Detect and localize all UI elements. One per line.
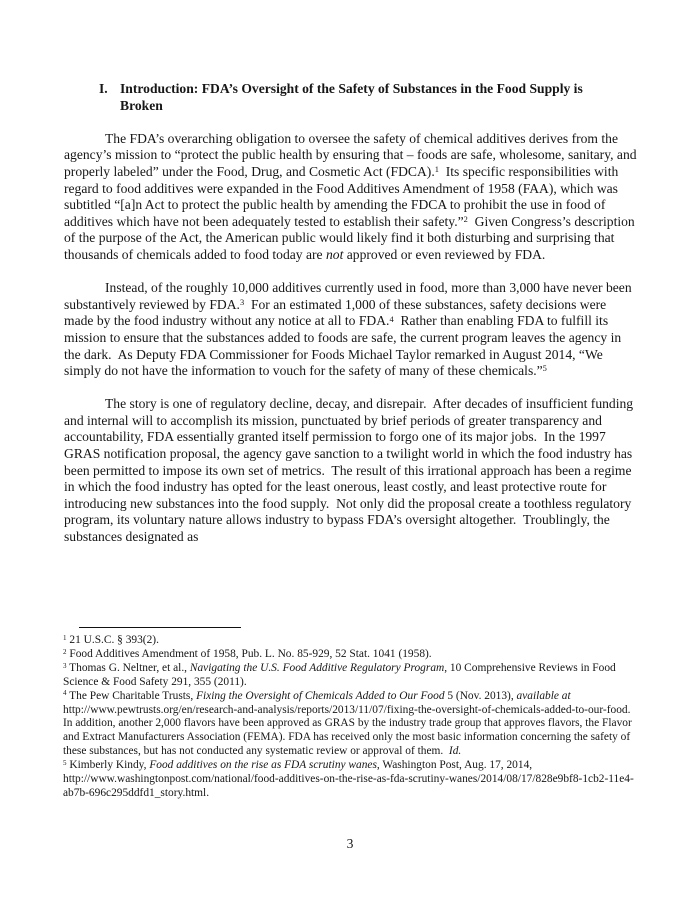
footnote-separator bbox=[79, 627, 241, 628]
section-number: I. bbox=[99, 81, 108, 96]
footnote-text: Kimberly Kindy, Food additives on the rise as FDA scrutiny wanes, Washington Post, Aug. 17, 2014, http://www.washingtonpost.com/national/food-additives-on-the-rise-as-fda-scrutiny-wanes/2014/08/17/828e9bf8-1cb2-11e4-ab7b-696c295ddfd1_story.html. bbox=[63, 759, 634, 799]
footnote-4 bbox=[63, 690, 639, 760]
page-number: 3 bbox=[346, 836, 354, 851]
footnote-text: Thomas G. Neltner, et al., Navigating the U.S. Food Additive Regulatory Program, 10 Comprehensive Reviews in Food Science & Food Safety 291, 355 (2011). bbox=[63, 661, 619, 688]
paragraph-3: The story is one of regulatory decline, decay, and disrepair. After decades of insufficient funding and internal will to accomplish its mission, punctuated by brief periods of greater transparency and accountability, FDA essentially granted itself permission to forgo one of its major jobs. In the 1997 GRAS notification proposal, the agency gave sanction to a twilight world in which the food industry has been permitted to impose its own set of metrics. The result of this irrational approach has been a regime in which the food industry has opted for the least onerous, least costly, and least protective route for introducing new substances into the food supply. Not only did the proposal create a toothless regulatory program, its voluntary nature allows industry to bypass FDA’s oversight altogether. Troublingly, the substances designated as bbox=[64, 396, 637, 545]
section-heading bbox=[64, 81, 584, 114]
footnote-2 bbox=[63, 648, 639, 662]
section-title: Introduction: FDA’s Oversight of the Safety of Substances in the Food Supply is Broken bbox=[120, 81, 583, 113]
footnote-text: The Pew Charitable Trusts, Fixing the Oversight of Chemicals Added to Our Food 5 (Nov. 2013), available at http://www.pewtrusts.org/en/research-and-analysis/reports/2013/11/07/fixing-the-oversight-of-chemicals-added-to-our-food. In addition, another 2,000 flavors have been approved as GRAS by the industry trade group that approves flavors, the Flavor and Extract Manufacturers Association (FEMA). FDA has received only the most basic information concerning the safety of these substances, but has not conducted any systematic review or approval of them. Id. bbox=[63, 689, 635, 758]
footnote-text: 21 U.S.C. § 393(2). bbox=[66, 634, 159, 646]
footnotes-section bbox=[63, 627, 639, 801]
footnote-marker: 4 bbox=[63, 689, 67, 698]
paragraph-1: The FDA’s overarching obligation to oversee the safety of chemical additives derives from the agency’s mission to “protect the public health by ensuring that – foods are safe, wholesome, sanitary, and properly labeled” under the Food, Drug, and Cosmetic Act (FDCA).$^1$ Its specific responsibilities with regard to food additives were expanded in the Food Additives Amendment of 1958 (FAA), which was subtitled “[a]n Act to protect the public health by amending the FDCA to prohibit the use in food of additives which have not been adequately tested to establish their safety.”$^2$ Given Congress’s description of the purpose of the Act, the American public would likely find it both disturbing and surprising that thousands of chemicals added to food today are not approved or even reviewed by FDA. bbox=[64, 130, 640, 262]
footnote-marker: 2 bbox=[63, 647, 67, 656]
footnote-marker: 5 bbox=[63, 758, 67, 767]
footnote-3 bbox=[63, 662, 639, 690]
footnote-5 bbox=[63, 759, 639, 801]
footnote-1 bbox=[63, 634, 639, 648]
footnote-text: Food Additives Amendment of 1958, Pub. L. No. 85-929, 52 Stat. 1041 (1958). bbox=[66, 647, 432, 660]
footnote-marker: 3 bbox=[63, 661, 67, 670]
footnote-marker: 1 bbox=[63, 633, 67, 642]
body-content bbox=[64, 81, 638, 546]
paragraph-2: Instead, of the roughly 10,000 additives currently used in food, more than 3,000 have never been substantively reviewed by FDA.$^3$ For an estimated 1,000 of these substances, safety decisions were made by the food industry without any notice at all to FDA.$^4$ Rather than enabling FDA to fulfill its mission to ensure that the substances added to foods are safe, the current program leaves the agency in the dark. As Deputy FDA Commissioner for Foods Michael Taylor remarked in August 2014, “We simply do not have the information to vouch for the safety of many of these chemicals.”$^5$ bbox=[64, 280, 636, 379]
